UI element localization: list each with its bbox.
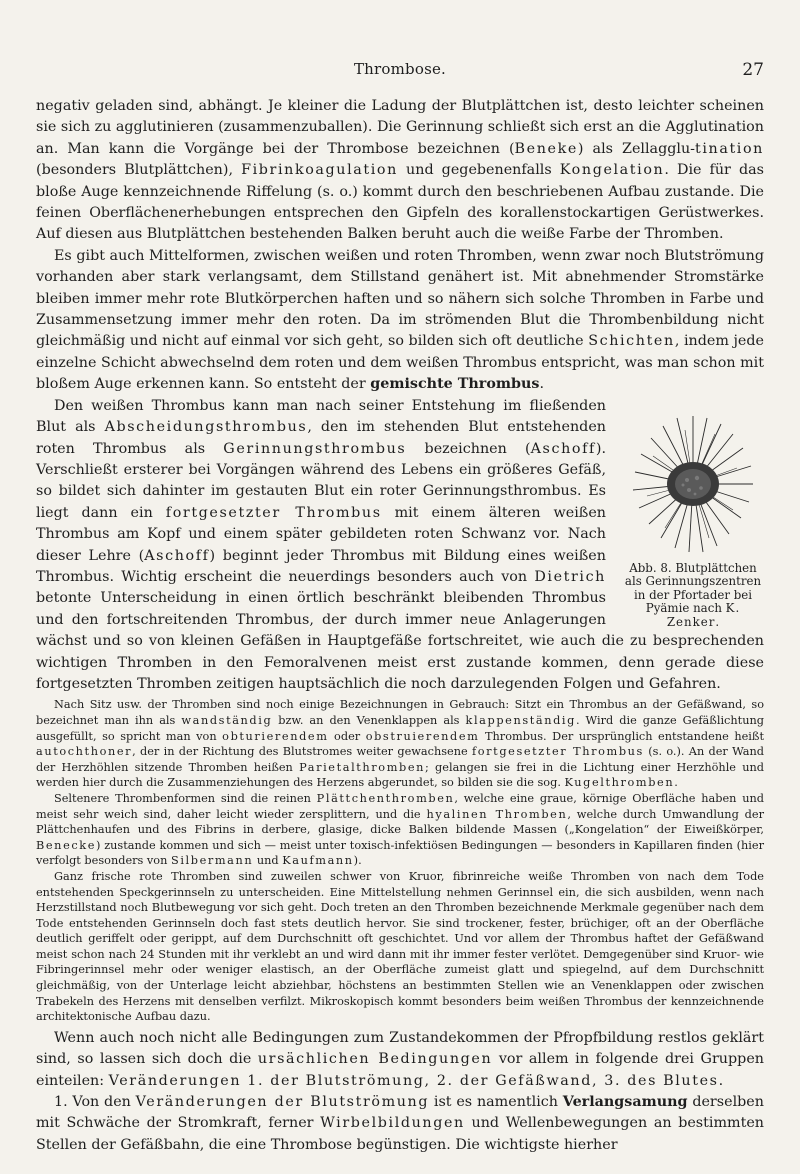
figure-abb-8 [622,410,764,630]
running-title: Thrombose. [353,60,447,78]
paragraph-blood-flow-changes: 1. Von den Veränderungen der Blutströmung ist es namentlich Verlangsamung derselben mit Schwäche der Stromkraft, ferner Wirbelbildungen und Wellenbewegungen an bestimmten Stellen der Gefäßbahn, die eine Thrombose begünstigen. Die wichtigste hierher [36,1094,764,1153]
body-text [36,96,764,1156]
main-text-block-1 [36,96,764,695]
paragraph-causes: Wenn auch noch nicht alle Bedingungen zum Zustandekommen der Pfropfbildung restlos geklärt sind, so lassen sich doch die ursächlichen Bedingungen vor allem in folgende drei Gruppen einteilen: Veränderungen 1. der Blutströmung, 2. der Gefäßwand, 3. des Blutes. [36,1029,764,1089]
platelet-fibrin-illustration [629,410,757,558]
paragraph-mixed-thrombus: Es gibt auch Mittelformen, zwischen weißen und roten Thromben, wenn zwar noch Blutströmung vorhanden aber stark verlangsamt, dem Stillstand genähert ist. Mit abnehmender Stromstärke bleiben immer mehr rote Blutkörperchen haften und so nähern sich solche Thromben in Farbe und Zusammensetzung immer mehr den roten. Da im strömenden Blut die Thrombenbildung nicht gleichmäßig und nicht auf einmal vor sich geht, so bilden sich oft deutliche Schichten, indem jede einzelne Schicht abwechselnd dem roten und dem weißen Thrombus entspricht, was man schon mit bloßem Auge erkennen kann. So entsteht der gemischte Thrombus. [36,247,764,393]
page-number: 27 [742,60,764,80]
paragraph-thrombus-types: Den weißen Thrombus kann man nach seiner Entstehung im fließenden Blut als Abscheidungsthrombus, den im stehenden Blut entstehenden roten Thrombus als Gerinnungsthrombus bezeichnen (Aschoff). Verschließt ersterer bei Vorgängen während des Lebens ein größeres Gefäß, so bildet sich dahinter im gestauten Blut ein roter Gerinnungsthrombus. Es liegt dann ein fortgesetzter Thrombus mit einem älteren weißen Thrombus am Kopf und einem später gebildeten roten Schwanz vor. Nach dieser Lehre (Aschoff) beginnt jeder Thrombus mit Bildung eines weißen Thrombus. Wichtig erscheint die neuerdings besonders auch von Dietrich betonte Unterscheidung in einen örtlich beschränkt bleibenden Thrombus und den fortschreitenden Thrombus, der durch immer neue Anlagerungen wächst und so von kleinen Gefäßen in Hauptgefäße fortschreitet, wie auch die zu besprechenden wichtigen Thromben in den Femoralvenen meist erst zustande kommen, denn gerade diese fortgesetzten Thromben zeitigen hauptsächlich die noch darzulegenden Folgen und Gefahren. [36,397,764,692]
paragraph-rare-forms: Seltenere Thrombenformen sind die reinen Plättchenthromben, welche eine graue, körnige Oberfläche haben und meist sehr weich sind, daher leicht wieder zersplittern, und die hyalinen Thromben, welche durch Umwandlung der Plättchenhaufen und des Fibrins in derbere, glasige, dicke Balken bildende Massen („Kongelation“ der Eiweißkörper, Benecke) zustande kommen und sich — meist unter toxisch-infektiösen Bedingungen — besonders in Kapillaren finden (hier verfolgt besonders von Silbermann und Kaufmann). [36,791,764,868]
small-print-block [36,697,764,1024]
paragraph-agglutination: negativ geladen sind, abhängt. Je kleiner die Ladung der Blutplättchen ist, desto leichter scheinen sie sich zu agglutinieren (zusammenzuballen). Die Gerinnung schließt sich erst an die Agglutination an. Man kann die Vorgänge bei der Thrombose bezeichnen (Beneke) als Zellagglu-tination (besonders Blutplättchen), Fibrinkoagulation und gegebenenfalls Kongelation. Die für das bloße Auge kennzeichnende Riffelung (s. o.) kommt durch den beschriebenen Aufbau zustande. Die feinen Oberflächenerhebungen entsprechen den Gipfeln des korallenstockartigen Gerüstwerkes. Auf diesen aus Blutplättchen bestehenden Balken beruht auch die weiße Farbe der Thromben. [36,98,764,243]
paragraph-differentiation: Ganz frische rote Thromben sind zuweilen schwer von Kruor, fibrinreiche weiße Thromben von nach dem Tode entstehenden Speckgerinnseln zu unterscheiden. Eine Mittelstellung nehmen Gerinnsel ein, die sich ausbilden, wenn nach Herzstillstand noch Blutbewegung vor sich geht. Doch treten an den Thromben bezeichnende Merkmale gegenüber nach dem Tode entstehenden Gerinnseln doch fast stets deutlich hervor. Sie sind trockener, fester, brüchiger, oft an der Oberfläche deutlich geriffelt oder gerippt, auf dem Durchschnitt oft geschichtet. Und vor allem der Thrombus haftet der Gefäßwand meist schon nach 24 Stunden mit ihr verklebt an und wird dann mit ihr immer fester verlötet. Demgegenüber sind Kruor- wie Fibringerinnsel mehr oder weniger elastisch, an der Oberfläche zumeist glatt und spiegelnd, auf dem Durchschnitt gleichmäßig, von der Unterlage leicht abziehbar, höchstens an bestimmten Stellen wie an Venenklappen oder zwischen Trabekeln des Herzens mit denselben verfilzt. Mikroskopisch kommt besonders beim weißen Thrombus der kennzeichnende architektonische Aufbau dazu. [36,869,764,1024]
figure-caption: Abb. 8. Blutplättchen als Gerinnungszentren in der Pfortader bei Pyämie nach K. Zenker. [624,560,762,630]
paragraph-nomenclature: Nach Sitz usw. der Thromben sind noch einige Bezeichnungen in Gebrauch: Sitzt ein Thrombus an der Gefäßwand, so bezeichnet man ihn als wandständig bzw. an den Venenklappen als klappenständig. Wird die ganze Gefäßlichtung ausgefüllt, so spricht man von obturierendem oder obstruierendem Thrombus. Der ursprünglich entstandene heißt autochthoner, der in der Richtung des Blutstromes weiter gewachsene fortgesetzter Thrombus (s. o.). An der Wand der Herzhöhlen sitzende Thromben heißen Parietalthromben; gelangen sie frei in die Lichtung einer Herzhöhle und werden hier durch die Zusammenziehungen des Herzens abgerundet, so bilden sie die sog. Kugelthromben. [36,698,765,790]
main-text-block-2 [36,1028,764,1156]
page-header [36,60,764,82]
